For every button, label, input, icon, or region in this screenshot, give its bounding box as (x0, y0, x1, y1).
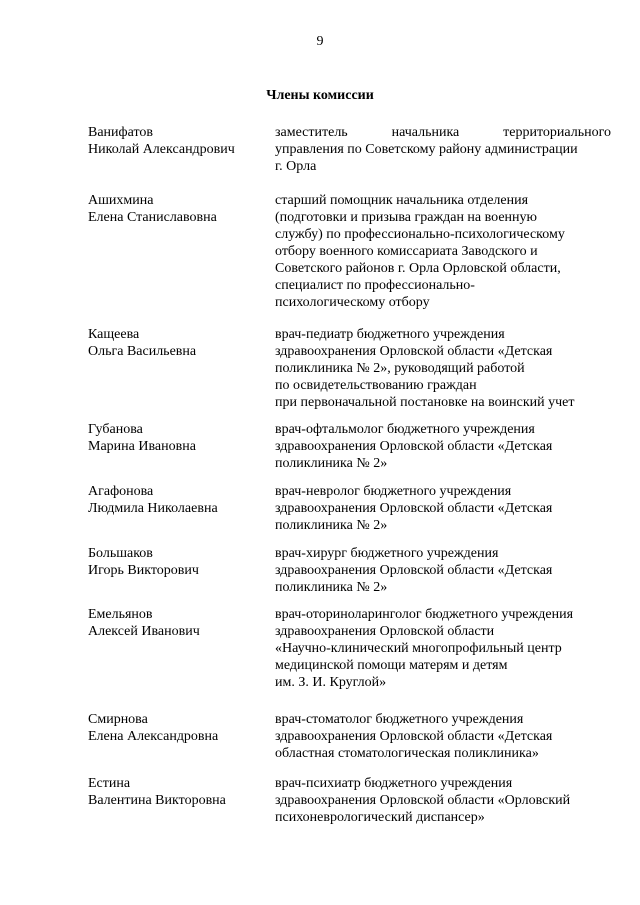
role-line: здравоохранения Орловской области «Орловский (275, 793, 571, 808)
role-line: управления по Советскому району администрации (275, 142, 578, 157)
role-line: здравоохранения Орловской области «Детская (275, 344, 553, 359)
member-role (275, 192, 611, 311)
member-given-name: Елена Станиславовна (88, 210, 217, 225)
member-role (275, 326, 611, 411)
role-line: врач-хирург бюджетного учреждения (275, 546, 499, 561)
section-heading: Члены комиссии (266, 88, 374, 103)
member-name (88, 421, 268, 455)
role-line: здравоохранения Орловской области «Детская (275, 563, 553, 578)
role-line: областная стоматологическая поликлиника» (275, 746, 539, 761)
member-name (88, 326, 268, 360)
member-role (275, 606, 611, 691)
role-line: им. З. И. Круглой» (275, 675, 387, 690)
role-line: врач-стоматолог бюджетного учреждения (275, 712, 524, 727)
role-line: «Научно-клинический многопрофильный центр (275, 641, 562, 656)
role-line: старший помощник начальника отделения (275, 193, 529, 208)
member-name (88, 545, 268, 579)
member-given-name: Ольга Васильевна (88, 344, 197, 359)
member-given-name: Людмила Николаевна (88, 501, 218, 516)
role-line: специалист по профессионально- (275, 278, 475, 293)
member-surname: Естина (88, 776, 131, 791)
member-surname: Ашихмина (88, 193, 154, 208)
role-line: поликлиника № 2» (275, 456, 388, 471)
role-line: врач-офтальмолог бюджетного учреждения (275, 422, 535, 437)
member-name (88, 711, 268, 745)
role-line: по освидетельствованию граждан (275, 378, 477, 393)
role-line: Советского районов г. Орла Орловской области, (275, 261, 561, 276)
page-number: 9 (316, 34, 324, 49)
role-line: здравоохранения Орловской области «Детская (275, 729, 553, 744)
member-name (88, 483, 268, 517)
role-line: врач-педиатр бюджетного учреждения (275, 327, 505, 342)
role-line: врач-психиатр бюджетного учреждения (275, 776, 513, 791)
member-given-name: Игорь Викторович (88, 563, 199, 578)
member-role (275, 483, 611, 534)
role-line: медицинской помощи матерям и детям (275, 658, 508, 673)
role-line: здравоохранения Орловской области «Детская (275, 439, 553, 454)
role-line: здравоохранения Орловской области (275, 624, 495, 639)
member-name (88, 775, 268, 809)
member-given-name: Валентина Викторовна (88, 793, 226, 808)
role-line: психологическому отбору (275, 295, 430, 310)
role-line: поликлиника № 2», руководящий работой (275, 361, 525, 376)
member-name (88, 192, 268, 226)
member-surname: Агафонова (88, 484, 154, 499)
role-line: г. Орла (275, 159, 317, 174)
role-line: врач-оториноларинголог бюджетного учреждения (275, 607, 574, 622)
member-role (275, 124, 611, 175)
role-line: поликлиника № 2» (275, 580, 388, 595)
member-surname: Большаков (88, 546, 153, 561)
member-name (88, 606, 268, 640)
role-line: поликлиника № 2» (275, 518, 388, 533)
role-line: (подготовки и призыва граждан на военную (275, 210, 537, 225)
member-given-name: Елена Александровна (88, 729, 219, 744)
role-line: врач-невролог бюджетного учреждения (275, 484, 512, 499)
member-given-name: Алексей Иванович (88, 624, 200, 639)
role-line: психоневрологический диспансер» (275, 810, 485, 825)
member-surname: Кащеева (88, 327, 140, 342)
member-surname: Емельянов (88, 607, 153, 622)
member-role (275, 775, 611, 826)
member-given-name: Марина Ивановна (88, 439, 196, 454)
role-line: службу) по профессионально-психологическому (275, 227, 565, 242)
role-line: здравоохранения Орловской области «Детская (275, 501, 553, 516)
member-surname: Ванифатов (88, 125, 154, 140)
member-role (275, 545, 611, 596)
member-surname: Губанова (88, 422, 143, 437)
member-role (275, 421, 611, 472)
member-name (88, 124, 268, 158)
member-role (275, 711, 611, 762)
role-line: заместитель начальника территориального (275, 125, 611, 140)
member-given-name: Николай Александрович (88, 142, 235, 157)
member-surname: Смирнова (88, 712, 148, 727)
role-line: при первоначальной постановке на воинский учет (275, 395, 575, 410)
role-line: отбору военного комиссариата Заводского и (275, 244, 538, 259)
